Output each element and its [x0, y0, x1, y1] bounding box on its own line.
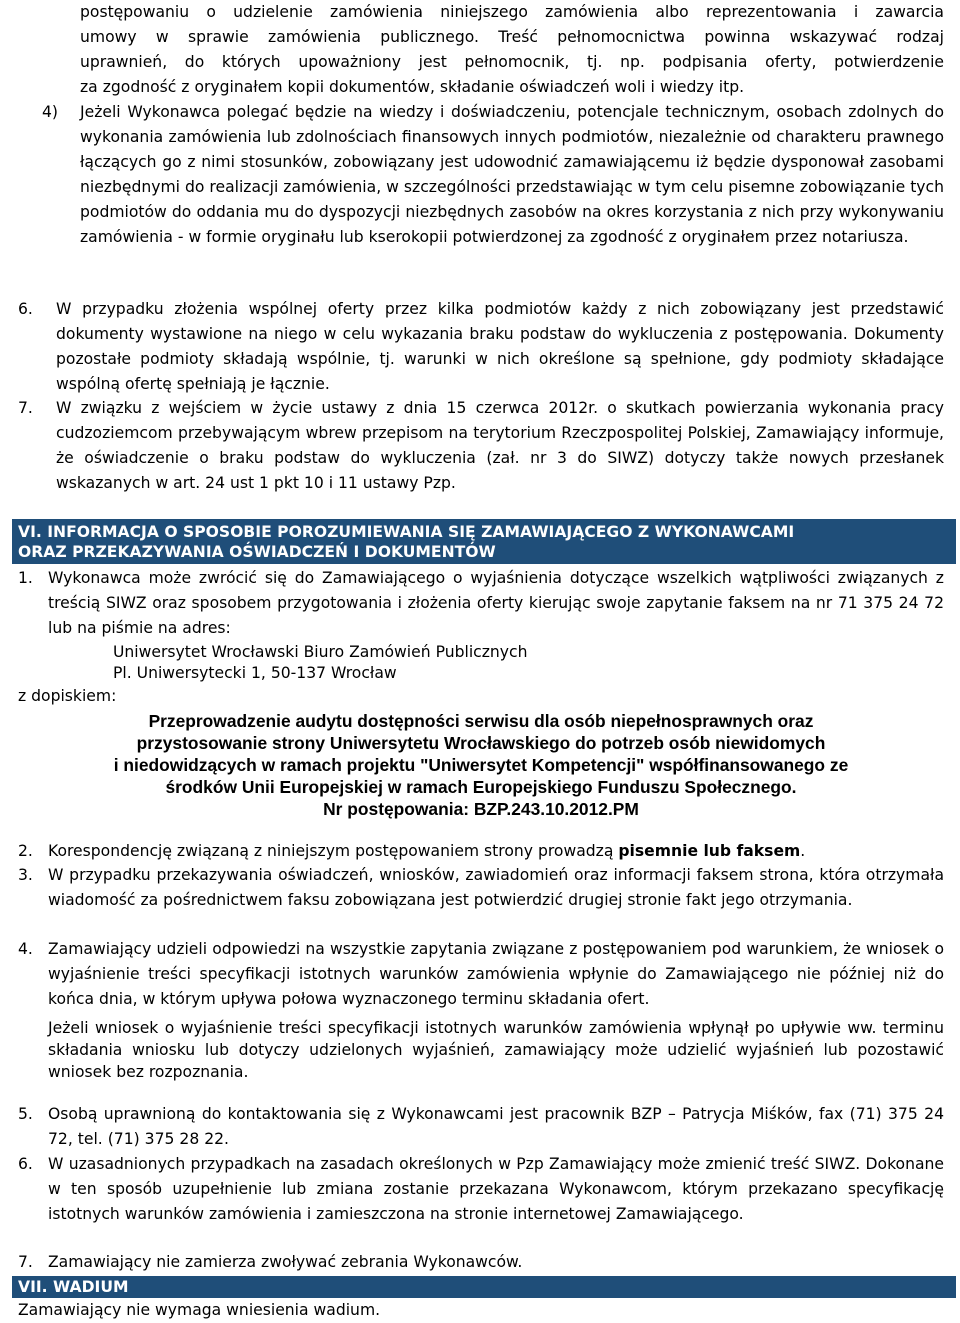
item-text: Wykonawca może zwrócić się do Zamawiającego o wyjaśnienia dotyczące wszelkich wątpliwości związanych z treścią SIWZ oraz sposobem przygotowania i złożenia oferty kierując swoje zapytanie faksem na nr 71 375 24 72 lub na piśmie na adres: [48, 569, 944, 637]
item-text-continuation: Jeżeli wniosek o wyjaśnienie treści specyfikacji istotnych warunków zamówienia wpłynął po upływie ww. terminu składania wniosku lub dotyczy udzielonych wyjaśnień, zamawiający może udzielić wyjaśnień lub pozostawić wniosek bez rozpoznania. [48, 1019, 944, 1081]
item-number: 3. [18, 866, 33, 884]
list-item-6 [18, 297, 944, 397]
item-number: 1. [18, 569, 33, 587]
item-text: Osobą uprawnioną do kontaktowania się z Wykonawcami jest pracownik BZP – Patrycja Miśków, fax (71) 375 24 72, tel. (71) 375 28 22. [48, 1105, 944, 1148]
with-note-label: z dopiskiem: [18, 687, 117, 705]
intro-line: umowy w sprawie zamówienia publicznego. Treść pełnomocnictwa powinna wskazywać rodzaj [80, 28, 944, 46]
section-vi-item-1 [18, 566, 944, 641]
section-vi-item-3 [18, 863, 944, 913]
item-text: W związku z wejściem w życie ustawy z dnia 15 czerwca 2012r. o skutkach powierzania wykonania pracy cudzoziemcom przebywającym wbrew przepisom na terytorium Rzeczpospolitej Polskiej, Zamawiający informuje, że oświadczenie o braku podstaw do wykluczenia (zał. nr 3 do SIWZ) dotyczy także nowych przesłanek wskazanych w art. 24 ust 1 pkt 10 i 11 ustawy Pzp. [56, 399, 944, 492]
item-text: W uzasadnionych przypadkach na zasadach określonych w Pzp Zamawiający może zmienić treść SIWZ. Dokonane w ten sposób uzupełnienie lub zmiana zostanie przekazana Wykonawcom, którym przekazano specyfikację istotnych warunków zamówienia i zamieszczona na stronie internetowej Zamawiającego. [48, 1155, 944, 1223]
address-line: Pl. Uniwersytecki 1, 50-137 Wrocław [113, 664, 397, 682]
item-number: 4. [18, 940, 33, 958]
item-text: Zamawiający nie zamierza zwoływać zebrania Wykonawców. [48, 1253, 523, 1271]
item-text: Zamawiający udzieli odpowiedzi na wszystkie zapytania związane z postępowaniem pod warunkiem, że wniosek o wyjaśnienie treści specyfikacji istotnych warunków zamówienia wpłynie do Zamawiającego nie później niż do końca dnia, w którym upływa połowa wyznaczonego terminu składania ofert. [48, 940, 944, 1008]
item-text: W przypadku złożenia wspólnej oferty przez kilka podmiotów każdy z nich zobowiązany jest przedstawić dokumenty wystawione na niego w celu wykazania braku podstaw do wykluczenia z postępowania. Dokumenty pozostałe podmioty składają wspólnie, tj. warunki w nich określone są spełnione, gdy podmioty składające wspólną ofertę spełniają je łącznie. [56, 300, 944, 393]
section-vi-item-5 [18, 1102, 944, 1152]
note-line: środków Unii Europejskiej w ramach Europejskiego Funduszu Społecznego. [165, 777, 797, 797]
item-number: 2. [18, 842, 33, 860]
note-block [18, 710, 944, 820]
subitem-text: Jeżeli Wykonawca polegać będzie na wiedzy i doświadczeniu, potencjale technicznym, osobach zdolnych do wykonania zamówienia lub zdolnościach finansowych innych podmiotów, niezależnie od charakteru prawnego łączących go z nimi stosunków, zobowiązany jest udowodnić zamawiającemu iż będzie dysponował zasobami niezbędnymi do realizacji zamówienia, w szczególności przedstawiając w tym celu pisemne zobowiązanie tych podmiotów do oddania mu do dyspozycji niezbędnych zasobów na okres korzystania z nich przy wykonywaniu zamówienia - w formie oryginału lub kserokopii potwierdzonej za zgodność z oryginałem przez notariusza. [80, 103, 944, 246]
intro-line: uprawnień, do których upoważniony jest pełnomocnik, tj. np. podpisania oferty, potwierdzenie [80, 53, 944, 71]
note-line: i niedowidzących w ramach projektu "Uniwersytet Kompetencji" współfinansowanego ze [113, 755, 849, 775]
item-number: 5. [18, 1105, 33, 1123]
section-vi-item-4 [18, 937, 944, 1083]
address-block [113, 642, 813, 684]
note-line: Przeprowadzenie audytu dostępności serwisu dla osób niepełnosprawnych oraz [148, 711, 814, 731]
item-text-emphasis: pisemnie lub faksem [618, 842, 801, 860]
section-vi-header [12, 519, 956, 564]
section-vi-item-2 [18, 839, 944, 864]
section-vi-item-7 [18, 1250, 944, 1275]
address-line: Uniwersytet Wrocławski Biuro Zamówień Publicznych [113, 643, 528, 661]
section-header-line: VI. INFORMACJA O SPOSOBIE POROZUMIEWANIA SIĘ ZAMAWIAJĄCEGO Z WYKONAWCAMI [18, 523, 795, 541]
item-number: 6. [18, 1155, 33, 1173]
item-number: 6. [18, 300, 33, 318]
subitem-4 [42, 100, 944, 250]
intro-line: postępowaniu o udzielenie zamówienia niniejszego zamówienia albo reprezentowania i zawarcia [80, 3, 944, 21]
note-line: przystosowanie strony Uniwersytetu Wrocławskiego do potrzeb osób niewidomych [136, 733, 826, 753]
section-vii-text: Zamawiający nie wymaga wniesienia wadium. [18, 1301, 381, 1319]
section-vii-header [12, 1276, 956, 1298]
section-vi-item-6 [18, 1152, 944, 1227]
item-text [48, 839, 944, 864]
item-text: W przypadku przekazywania oświadczeń, wniosków, zawiadomień oraz informacji faksem strona, która otrzymała wiadomość za pośrednictwem faksu zobowiązana jest potwierdzić drugiej stronie fakt jego otrzymania. [48, 866, 944, 909]
subitem-number: 4) [42, 103, 59, 121]
section-header-line: ORAZ PRZEKAZYWANIA OŚWIADCZEŃ I DOKUMENTÓW [18, 543, 496, 561]
intro-paragraph [80, 0, 944, 100]
intro-line: za zgodność z oryginałem kopii dokumentów, składanie oświadczeń woli i wiedzy itp. [80, 78, 745, 96]
section-header-line: VII. WADIUM [18, 1278, 129, 1296]
reference-number: Nr postępowania: BZP.243.10.2012.PM [323, 799, 639, 819]
item-text-part: . [800, 842, 806, 860]
list-item-7 [18, 396, 944, 496]
item-number: 7. [18, 1253, 33, 1271]
item-number: 7. [18, 399, 33, 417]
item-text-part: Korespondencję związaną z niniejszym postępowaniem strony prowadzą [48, 842, 619, 860]
